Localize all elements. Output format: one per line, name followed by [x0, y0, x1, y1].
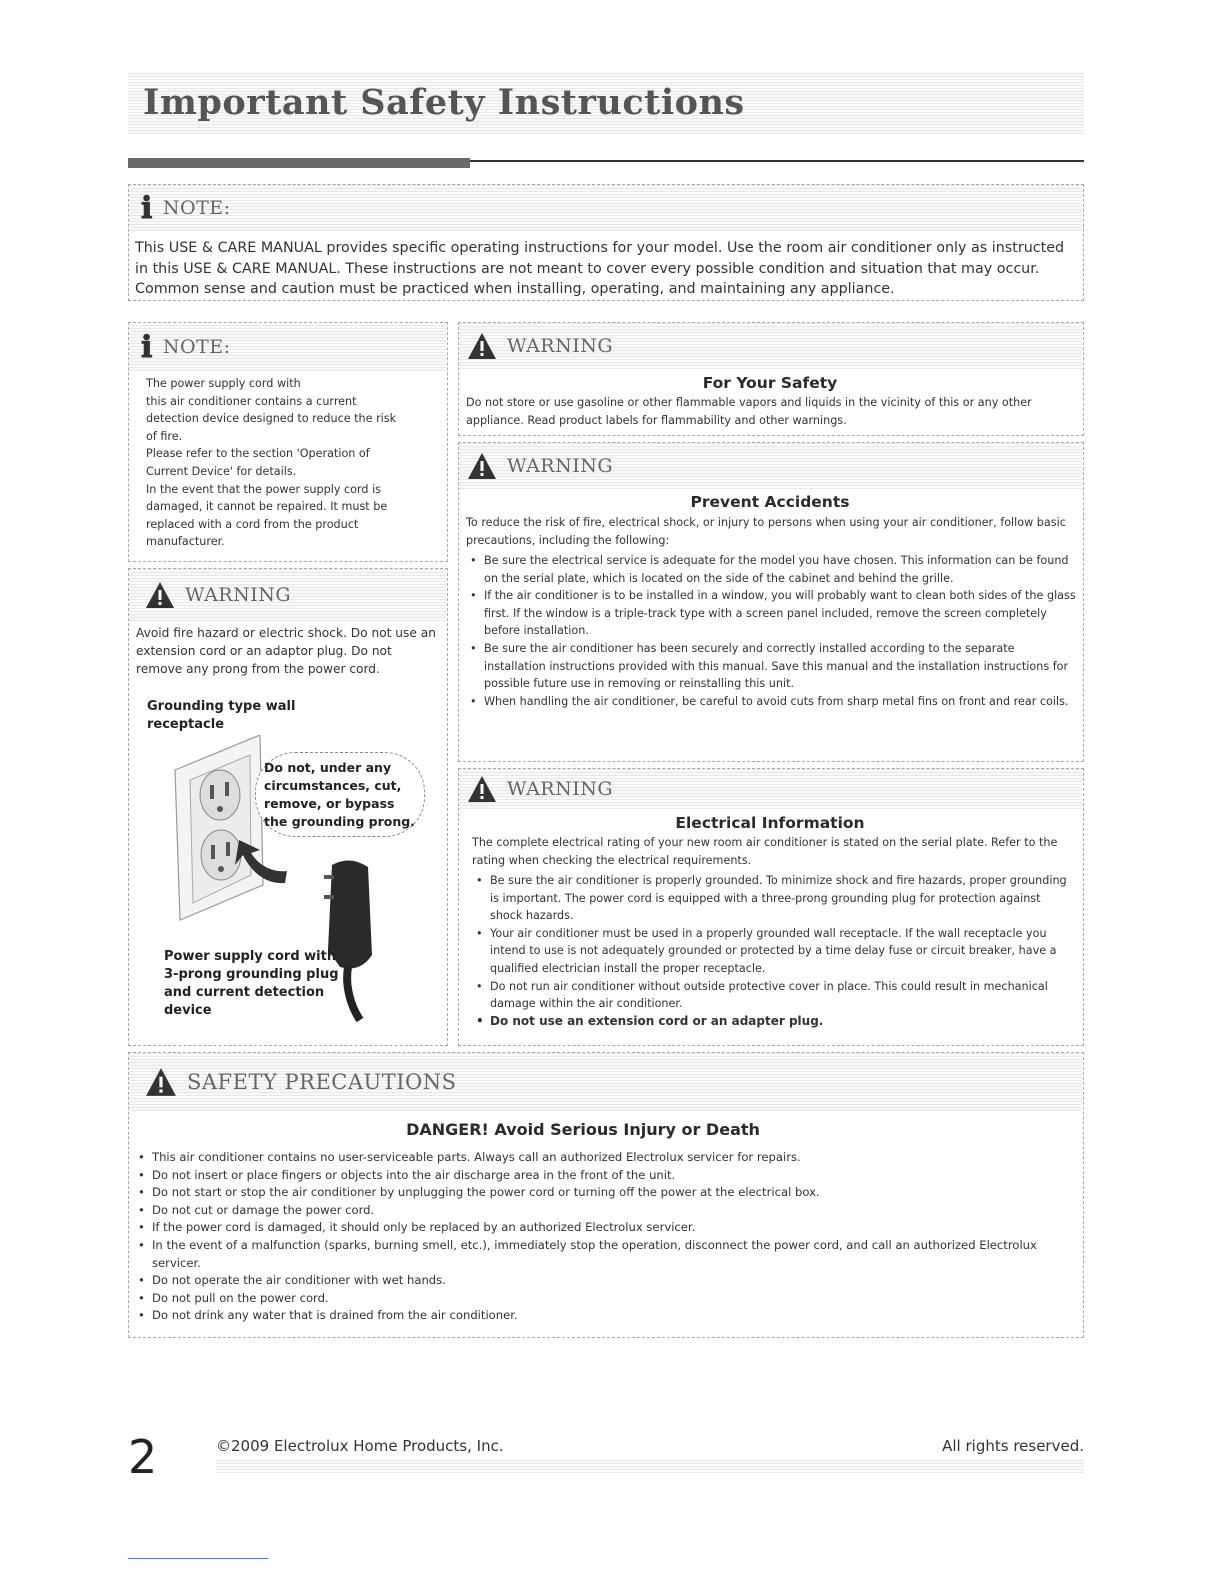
page-number: 2	[128, 1430, 158, 1484]
warning-electrical-list	[472, 872, 1074, 1030]
warning-icon	[467, 775, 497, 803]
left-note-line: The power supply cord with	[146, 377, 301, 390]
warning-safety-heading: WARNING	[507, 335, 614, 357]
warning-accidents-intro: To reduce the risk of fire, electrical shock, or injury to persons when using your air conditioner, follow basic precautions, including the following:	[466, 516, 1066, 547]
page-title: Important Safety Instructions	[143, 82, 745, 123]
left-note-line: this air conditioner contains a current	[146, 394, 357, 408]
list-item: • If the air conditioner is to be installed in a window, you will probably want to clean both sides of the glass first. If the window is a triple-track type with a screen panel included, remove the screen completely before installation.	[466, 587, 1076, 640]
left-note-line: Please refer to the section 'Operation of	[146, 447, 370, 461]
warning-safety-text: Do not store or use gasoline or other flammable vapors and liquids in the vicinity of this or any other appliance. Read product labels for flammability and other warnings.	[466, 396, 1032, 427]
list-item: • When handling the air conditioner, be careful to avoid cuts from sharp metal fins on front and rear coils.	[466, 693, 1076, 711]
left-note-line: manufacturer.	[146, 535, 225, 549]
list-item: • Be sure the air conditioner has been securely and correctly installed according to the separate installation instructions provided with this manual. Save this manual and the installation instructions for possible future use in removing or reinstalling this unit.	[466, 640, 1076, 693]
warning-safety-subheading: For Your Safety	[702, 374, 838, 392]
warning-accidents-subheading: Prevent Accidents	[690, 493, 850, 511]
cord-label: Power supply cord with 3-prong grounding plug and current detection device	[164, 949, 339, 1018]
outlet-top	[200, 770, 240, 820]
top-note-heading: NOTE:	[162, 197, 231, 219]
list-item: • Do not run air conditioner without outside protective cover in place. This could result in mechanical damage within the air conditioner.	[472, 978, 1074, 1013]
safety-precautions-heading: SAFETY PRECAUTIONS	[187, 1070, 457, 1094]
left-warning-header	[129, 569, 446, 621]
warning-electrical-heading: WARNING	[507, 778, 614, 800]
left-note-heading: NOTE:	[162, 336, 231, 358]
warning-icon	[145, 581, 175, 609]
warning-icon	[145, 1067, 177, 1097]
grounding-callout	[255, 752, 425, 837]
list-item: • Be sure the electrical service is adequate for the model you have chosen. This information can be found on the serial plate, which is located on the side of the cabinet and behind the grille.	[466, 552, 1076, 587]
list-item: • Do not cut or damage the power cord.	[134, 1202, 1078, 1220]
safety-precautions-header	[129, 1053, 1082, 1111]
rights-text: All rights reserved.	[942, 1437, 1084, 1455]
list-item: • Do not drink any water that is drained from the air conditioner.	[134, 1307, 1078, 1325]
outlet-bottom	[201, 830, 241, 880]
warning-safety-header	[459, 323, 1082, 369]
left-note-line: Current Device' for details.	[146, 464, 297, 478]
left-note-line: of fire.	[146, 429, 183, 443]
list-item: • Do not insert or place fingers or objects into the air discharge area in the front of the unit.	[134, 1167, 1078, 1185]
list-item-bold: • Do not use an extension cord or an adapter plug.	[472, 1013, 1074, 1031]
warning-electrical-header	[459, 769, 1082, 809]
list-item: • Do not pull on the power cord.	[134, 1290, 1078, 1308]
warning-accidents-heading: WARNING	[507, 455, 614, 477]
left-warning-text: Avoid fire hazard or electric shock. Do not use an extension cord or an adaptor plug. Do not remove any prong from the power cord.	[136, 626, 436, 676]
left-note-line: damaged, it cannot be repaired. It must be	[146, 500, 388, 514]
left-note-line: replaced with a cord from the product	[146, 517, 359, 531]
list-item: • Do not operate the air conditioner with wet hands.	[134, 1272, 1078, 1290]
list-item: • In the event of a malfunction (sparks, burning smell, etc.), immediately stop the operation, disconnect the power cord, and call an authorized Electrolux servicer.	[134, 1237, 1078, 1272]
list-item: • Do not start or stop the air conditioner by unplugging the power cord or turning off the power at the electrical box.	[134, 1184, 1078, 1202]
top-note-text: This USE & CARE MANUAL provides specific operating instructions for your model. Use the room air conditioner only as instructed in this USE & CARE MANUAL. These instructions are not meant to cover every possible condition and situation that may occur. Common sense and caution must be practiced when installing, operating, and maintaining any appliance.	[135, 240, 1065, 297]
wall-plate	[175, 735, 263, 920]
list-item: • Be sure the air conditioner is properly grounded. To minimize shock and fire hazards, proper grounding is important. The power cord is equipped with a three-prong grounding plug for protection against shock hazards.	[472, 872, 1074, 925]
left-note-line: In the event that the power supply cord is	[146, 482, 382, 496]
left-warning-heading: WARNING	[185, 584, 292, 606]
bottom-link-rule	[128, 1558, 268, 1559]
copyright-text: ©2009 Electrolux Home Products, Inc.	[216, 1437, 504, 1455]
warning-icon	[467, 452, 497, 480]
warning-accidents-header	[459, 443, 1082, 489]
note-icon: ℹ	[141, 190, 153, 226]
warning-electrical-intro: The complete electrical rating of your new room air conditioner is stated on the serial plate. Refer to the rating when checking the electrical requirements.	[472, 836, 1058, 867]
warning-electrical-subheading: Electrical Information	[675, 814, 865, 832]
list-item: • If the power cord is damaged, it should only be replaced by an authorized Electrolux servicer.	[134, 1219, 1078, 1237]
list-item: • This air conditioner contains no user-serviceable parts. Always call an authorized Electrolux servicer for repairs.	[134, 1149, 1078, 1167]
note-icon: ℹ	[141, 329, 153, 365]
title-rule-thick	[128, 158, 470, 168]
list-item: • Your air conditioner must be used in a properly grounded wall receptacle. If the wall receptacle you intend to use is not adequately grounded or protected by a time delay fuse or circuit breaker, have a qualified electrician install the proper receptacle.	[472, 925, 1074, 978]
title-rule-thin	[470, 160, 1084, 162]
safety-precautions-list	[134, 1149, 1078, 1325]
warning-icon	[467, 332, 497, 360]
left-note-header	[129, 323, 446, 371]
left-note-line: detection device designed to reduce the risk	[146, 412, 397, 426]
warning-accidents-list	[466, 552, 1076, 710]
grounding-callout-text: Do not, under any circumstances, cut, remove, or bypass the grounding prong.	[264, 760, 415, 829]
top-note-header	[129, 185, 1082, 231]
footer-band	[216, 1459, 1084, 1473]
left-note-text	[146, 375, 441, 551]
receptacle-label: Grounding type wall receptacle	[147, 699, 296, 732]
safety-precautions-subheading: DANGER! Avoid Serious Injury or Death	[406, 1120, 760, 1139]
